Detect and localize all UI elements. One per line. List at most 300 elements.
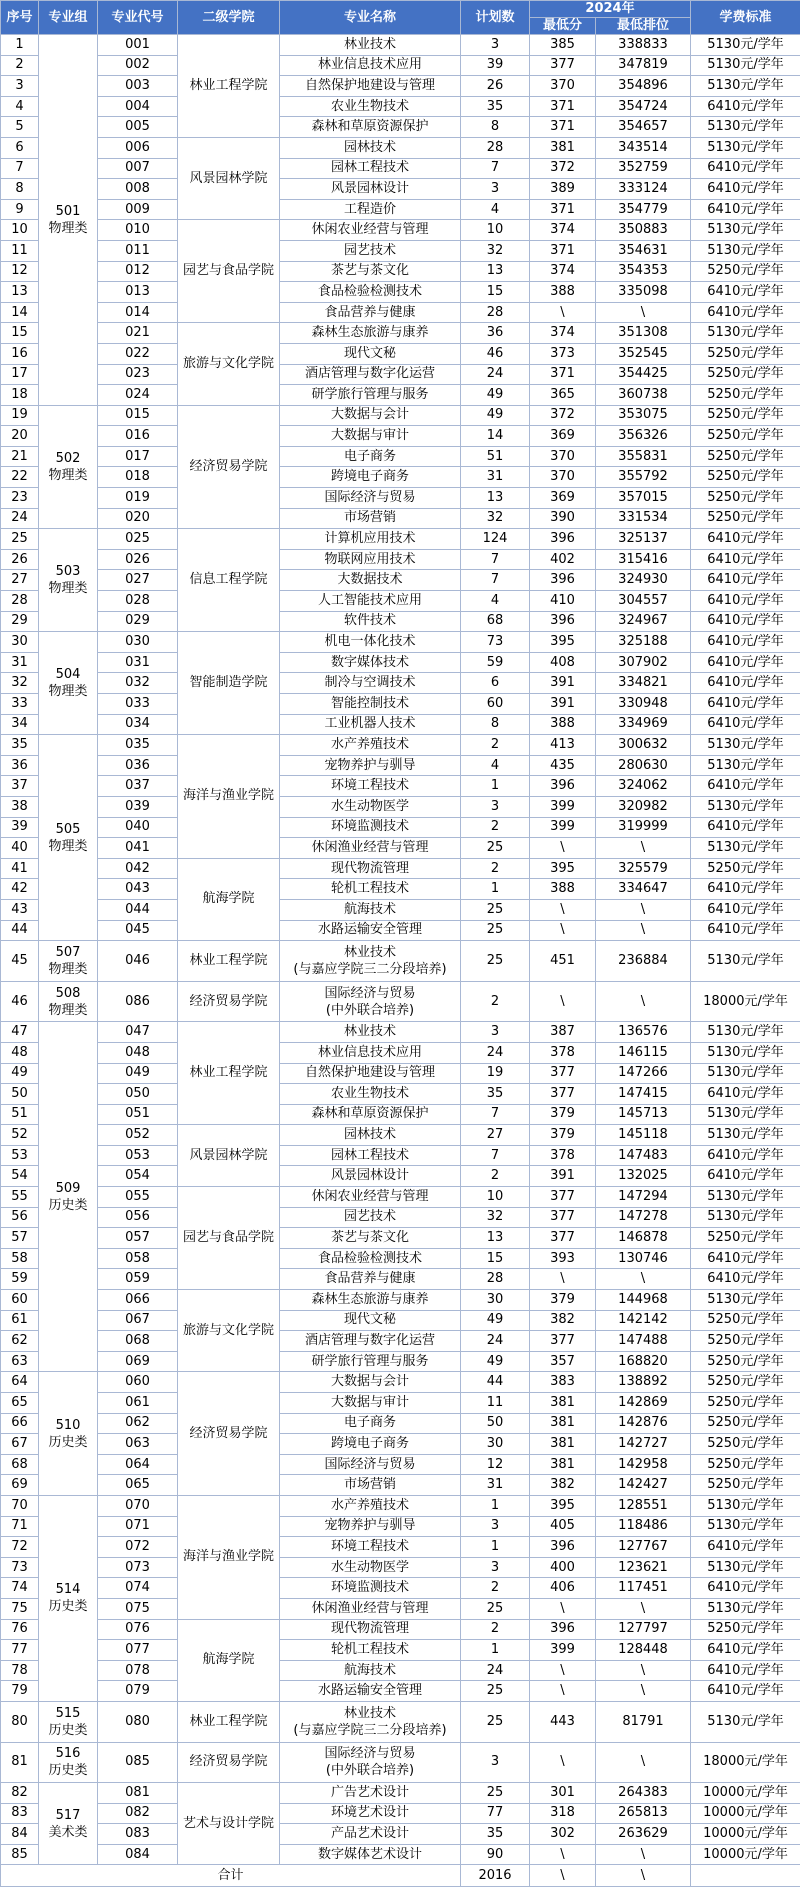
cell-group: 505 物理类 (39, 735, 98, 941)
cell-major: 研学旅行管理与服务 (280, 385, 461, 406)
cell-plan: 25 (461, 1598, 530, 1619)
header-plan: 计划数 (461, 1, 530, 35)
cell-major: 农业生物技术 (280, 1084, 461, 1105)
cell-group: 509 历史类 (39, 1022, 98, 1372)
cell-code: 042 (98, 858, 178, 879)
cell-major: 国际经济与贸易 (280, 488, 461, 509)
cell-plan: 28 (461, 137, 530, 158)
cell-seq: 48 (1, 1042, 39, 1063)
cell-fee: 6410元/学年 (691, 611, 800, 632)
table-row (1, 323, 800, 344)
cell-seq: 80 (1, 1701, 39, 1742)
cell-min-score: 381 (530, 1434, 596, 1455)
cell-min-rank: 118486 (596, 1516, 691, 1537)
table-row (1, 1516, 800, 1537)
cell-fee: 5250元/学年 (691, 446, 800, 467)
cell-major: 环境监测技术 (280, 1578, 461, 1599)
table-row (1, 591, 800, 612)
cell-code: 048 (98, 1042, 178, 1063)
cell-min-score: 405 (530, 1516, 596, 1537)
cell-major: 物联网应用技术 (280, 549, 461, 570)
total-label: 合计 (1, 1865, 461, 1887)
cell-min-rank: 351308 (596, 323, 691, 344)
cell-college: 林业工程学院 (178, 941, 280, 982)
cell-seq: 46 (1, 981, 39, 1022)
cell-plan: 3 (461, 796, 530, 817)
cell-code: 060 (98, 1372, 178, 1393)
cell-plan: 1 (461, 1640, 530, 1661)
cell-major: 园林技术 (280, 137, 461, 158)
table-row (1, 282, 800, 303)
cell-plan: 77 (461, 1803, 530, 1824)
cell-min-score: 443 (530, 1701, 596, 1742)
cell-plan: 50 (461, 1413, 530, 1434)
cell-min-rank: 315416 (596, 549, 691, 570)
cell-min-score: 372 (530, 405, 596, 426)
cell-min-rank: 354779 (596, 199, 691, 220)
cell-code: 073 (98, 1557, 178, 1578)
table-row (1, 570, 800, 591)
cell-code: 079 (98, 1681, 178, 1702)
cell-code: 013 (98, 282, 178, 303)
cell-major: 休闲农业经营与管理 (280, 1187, 461, 1208)
cell-major: 食品检验检测技术 (280, 1248, 461, 1269)
cell-seq: 38 (1, 796, 39, 817)
cell-seq: 27 (1, 570, 39, 591)
cell-plan: 24 (461, 1660, 530, 1681)
cell-major: 园林技术 (280, 1125, 461, 1146)
cell-plan: 10 (461, 220, 530, 241)
cell-plan: 28 (461, 1269, 530, 1290)
cell-min-rank: 130746 (596, 1248, 691, 1269)
cell-major: 食品检验检测技术 (280, 282, 461, 303)
cell-code: 033 (98, 694, 178, 715)
cell-seq: 54 (1, 1166, 39, 1187)
cell-seq: 78 (1, 1660, 39, 1681)
cell-min-score: 413 (530, 735, 596, 756)
cell-fee: 5250元/学年 (691, 1351, 800, 1372)
cell-plan: 44 (461, 1372, 530, 1393)
cell-plan: 1 (461, 1495, 530, 1516)
cell-group: 510 历史类 (39, 1372, 98, 1496)
cell-code: 061 (98, 1393, 178, 1414)
cell-plan: 19 (461, 1063, 530, 1084)
cell-min-rank: 142958 (596, 1454, 691, 1475)
cell-plan: 124 (461, 529, 530, 550)
cell-plan: 90 (461, 1844, 530, 1865)
cell-code: 044 (98, 899, 178, 920)
cell-college: 旅游与文化学院 (178, 323, 280, 405)
cell-code: 058 (98, 1248, 178, 1269)
cell-min-rank: 117451 (596, 1578, 691, 1599)
table-row (1, 838, 800, 859)
cell-plan: 26 (461, 76, 530, 97)
cell-min-score: 371 (530, 240, 596, 261)
cell-major: 林业技术 (280, 1022, 461, 1043)
cell-min-rank: 265813 (596, 1803, 691, 1824)
table-row (1, 1824, 800, 1845)
cell-code: 084 (98, 1844, 178, 1865)
cell-seq: 55 (1, 1187, 39, 1208)
cell-min-rank: 338833 (596, 35, 691, 56)
table-row (1, 1434, 800, 1455)
cell-min-score: 301 (530, 1783, 596, 1804)
cell-plan: 1 (461, 879, 530, 900)
table-row (1, 735, 800, 756)
cell-plan: 15 (461, 282, 530, 303)
cell-min-rank: 147294 (596, 1187, 691, 1208)
cell-min-score: 302 (530, 1824, 596, 1845)
cell-min-rank: \ (596, 838, 691, 859)
cell-fee: 5130元/学年 (691, 76, 800, 97)
cell-code: 046 (98, 941, 178, 982)
cell-min-rank: 335098 (596, 282, 691, 303)
cell-plan: 24 (461, 1042, 530, 1063)
cell-plan: 36 (461, 323, 530, 344)
cell-min-rank: 355792 (596, 467, 691, 488)
cell-college: 风景园林学院 (178, 1125, 280, 1187)
cell-min-score: 396 (530, 776, 596, 797)
cell-min-rank: \ (596, 1598, 691, 1619)
cell-min-rank: 325579 (596, 858, 691, 879)
cell-min-rank: 324062 (596, 776, 691, 797)
cell-group: 503 物理类 (39, 529, 98, 632)
cell-plan: 73 (461, 632, 530, 653)
table-row (1, 1701, 800, 1742)
table-row (1, 35, 800, 56)
cell-fee: 5130元/学年 (691, 796, 800, 817)
cell-major: 水产养殖技术 (280, 735, 461, 756)
cell-seq: 37 (1, 776, 39, 797)
cell-plan: 7 (461, 1104, 530, 1125)
cell-plan: 49 (461, 1351, 530, 1372)
cell-code: 076 (98, 1619, 178, 1640)
table-row (1, 1844, 800, 1865)
cell-code: 019 (98, 488, 178, 509)
cell-major: 航海技术 (280, 899, 461, 920)
cell-major: 大数据与审计 (280, 426, 461, 447)
cell-min-rank: 142876 (596, 1413, 691, 1434)
cell-code: 025 (98, 529, 178, 550)
cell-college: 园艺与食品学院 (178, 1187, 280, 1290)
cell-plan: 1 (461, 776, 530, 797)
table-row (1, 1803, 800, 1824)
cell-seq: 75 (1, 1598, 39, 1619)
cell-seq: 33 (1, 694, 39, 715)
cell-code: 028 (98, 591, 178, 612)
table-row (1, 1393, 800, 1414)
table-row (1, 714, 800, 735)
cell-plan: 32 (461, 1207, 530, 1228)
table-row (1, 467, 800, 488)
table-row (1, 1310, 800, 1331)
header-code: 专业代号 (98, 1, 178, 35)
table-row (1, 1454, 800, 1475)
cell-fee: 6410元/学年 (691, 673, 800, 694)
cell-plan: 39 (461, 55, 530, 76)
cell-min-score: 391 (530, 694, 596, 715)
cell-seq: 71 (1, 1516, 39, 1537)
cell-plan: 11 (461, 1393, 530, 1414)
cell-fee: 6410元/学年 (691, 96, 800, 117)
cell-fee: 5130元/学年 (691, 220, 800, 241)
cell-min-score: 369 (530, 426, 596, 447)
cell-fee: 6410元/学年 (691, 179, 800, 200)
table-row (1, 1742, 800, 1783)
table-row (1, 1640, 800, 1661)
cell-fee: 6410元/学年 (691, 570, 800, 591)
cell-min-score: 318 (530, 1803, 596, 1824)
cell-fee: 6410元/学年 (691, 1248, 800, 1269)
cell-min-score: 408 (530, 652, 596, 673)
cell-min-score: 377 (530, 1084, 596, 1105)
cell-fee: 5250元/学年 (691, 1413, 800, 1434)
cell-min-rank: 307902 (596, 652, 691, 673)
table-row (1, 488, 800, 509)
cell-group: 507 物理类 (39, 941, 98, 982)
cell-min-rank: 147278 (596, 1207, 691, 1228)
cell-seq: 10 (1, 220, 39, 241)
cell-fee: 6410元/学年 (691, 1145, 800, 1166)
cell-college: 信息工程学院 (178, 529, 280, 632)
cell-fee: 5130元/学年 (691, 1701, 800, 1742)
cell-plan: 13 (461, 1228, 530, 1249)
cell-min-score: 365 (530, 385, 596, 406)
cell-min-score: \ (530, 1269, 596, 1290)
cell-major: 电子商务 (280, 1413, 461, 1434)
cell-fee: 5130元/学年 (691, 35, 800, 56)
cell-major: 茶艺与茶文化 (280, 1228, 461, 1249)
cell-min-score: 395 (530, 858, 596, 879)
cell-seq: 65 (1, 1393, 39, 1414)
cell-code: 051 (98, 1104, 178, 1125)
cell-min-score: 391 (530, 673, 596, 694)
cell-plan: 30 (461, 1434, 530, 1455)
cell-major: 国际经济与贸易 (280, 1454, 461, 1475)
table-row (1, 1372, 800, 1393)
cell-college: 林业工程学院 (178, 35, 280, 138)
cell-plan: 6 (461, 673, 530, 694)
cell-min-rank: 280630 (596, 755, 691, 776)
cell-code: 056 (98, 1207, 178, 1228)
cell-min-rank: 354631 (596, 240, 691, 261)
table-row (1, 776, 800, 797)
cell-plan: 3 (461, 1516, 530, 1537)
cell-fee: 5250元/学年 (691, 508, 800, 529)
cell-plan: 59 (461, 652, 530, 673)
cell-min-rank: 333124 (596, 179, 691, 200)
cell-code: 074 (98, 1578, 178, 1599)
cell-min-score: 378 (530, 1042, 596, 1063)
cell-min-score: 389 (530, 179, 596, 200)
cell-min-score: 371 (530, 117, 596, 138)
cell-fee: 5250元/学年 (691, 488, 800, 509)
cell-plan: 3 (461, 1557, 530, 1578)
cell-min-rank: 324930 (596, 570, 691, 591)
cell-major: 园艺技术 (280, 240, 461, 261)
cell-fee: 5130元/学年 (691, 1495, 800, 1516)
cell-fee: 5130元/学年 (691, 240, 800, 261)
table-row (1, 1783, 800, 1804)
cell-min-rank: 127767 (596, 1537, 691, 1558)
cell-major: 数字媒体艺术设计 (280, 1844, 461, 1865)
table-row (1, 920, 800, 941)
cell-major: 林业技术 (280, 35, 461, 56)
cell-fee: 5130元/学年 (691, 1063, 800, 1084)
cell-major: 农业生物技术 (280, 96, 461, 117)
cell-major: 休闲渔业经营与管理 (280, 838, 461, 859)
cell-major: 园林工程技术 (280, 158, 461, 179)
cell-plan: 60 (461, 694, 530, 715)
cell-seq: 22 (1, 467, 39, 488)
cell-min-rank: 146115 (596, 1042, 691, 1063)
table-row (1, 261, 800, 282)
cell-major: 水生动物医学 (280, 796, 461, 817)
cell-major: 研学旅行管理与服务 (280, 1351, 461, 1372)
cell-code: 065 (98, 1475, 178, 1496)
table-row (1, 158, 800, 179)
cell-major: 现代文秘 (280, 343, 461, 364)
cell-seq: 19 (1, 405, 39, 426)
table-row (1, 1598, 800, 1619)
cell-fee: 6410元/学年 (691, 714, 800, 735)
cell-code: 015 (98, 405, 178, 426)
cell-seq: 26 (1, 549, 39, 570)
cell-min-rank: \ (596, 302, 691, 323)
cell-min-score: 379 (530, 1290, 596, 1311)
cell-min-rank: 352759 (596, 158, 691, 179)
table-row (1, 137, 800, 158)
cell-min-score: 374 (530, 220, 596, 241)
cell-college: 风景园林学院 (178, 137, 280, 219)
cell-major: 轮机工程技术 (280, 1640, 461, 1661)
cell-fee: 5130元/学年 (691, 838, 800, 859)
cell-major: 林业信息技术应用 (280, 55, 461, 76)
cell-min-rank: 354353 (596, 261, 691, 282)
cell-code: 049 (98, 1063, 178, 1084)
cell-code: 016 (98, 426, 178, 447)
cell-min-score: 395 (530, 1495, 596, 1516)
cell-major: 园林工程技术 (280, 1145, 461, 1166)
cell-fee: 5250元/学年 (691, 426, 800, 447)
cell-code: 045 (98, 920, 178, 941)
cell-plan: 49 (461, 405, 530, 426)
cell-plan: 30 (461, 1290, 530, 1311)
table-row (1, 673, 800, 694)
cell-fee: 5130元/学年 (691, 755, 800, 776)
cell-fee: 5250元/学年 (691, 1454, 800, 1475)
table-row (1, 1495, 800, 1516)
cell-min-score: 371 (530, 364, 596, 385)
cell-major: 水路运输安全管理 (280, 1681, 461, 1702)
cell-min-score: 382 (530, 1475, 596, 1496)
cell-major: 国际经济与贸易 (中外联合培养) (280, 1742, 461, 1783)
cell-code: 075 (98, 1598, 178, 1619)
cell-seq: 12 (1, 261, 39, 282)
cell-code: 039 (98, 796, 178, 817)
cell-code: 057 (98, 1228, 178, 1249)
cell-min-rank: 144968 (596, 1290, 691, 1311)
cell-code: 007 (98, 158, 178, 179)
cell-min-rank: 353075 (596, 405, 691, 426)
cell-major: 跨境电子商务 (280, 467, 461, 488)
cell-min-score: 396 (530, 570, 596, 591)
cell-seq: 9 (1, 199, 39, 220)
cell-min-rank: 142142 (596, 1310, 691, 1331)
cell-fee: 6410元/学年 (691, 920, 800, 941)
cell-plan: 7 (461, 570, 530, 591)
cell-fee: 5130元/学年 (691, 1042, 800, 1063)
cell-major: 轮机工程技术 (280, 879, 461, 900)
cell-plan: 14 (461, 426, 530, 447)
cell-seq: 15 (1, 323, 39, 344)
cell-seq: 85 (1, 1844, 39, 1865)
cell-seq: 61 (1, 1310, 39, 1331)
cell-min-rank: 350883 (596, 220, 691, 241)
cell-min-rank: 304557 (596, 591, 691, 612)
cell-seq: 7 (1, 158, 39, 179)
cell-min-score: 451 (530, 941, 596, 982)
cell-plan: 31 (461, 1475, 530, 1496)
cell-min-score: 371 (530, 199, 596, 220)
cell-group: 504 物理类 (39, 632, 98, 735)
table-row (1, 611, 800, 632)
cell-major: 水路运输安全管理 (280, 920, 461, 941)
cell-min-score: 357 (530, 1351, 596, 1372)
cell-min-rank: 319999 (596, 817, 691, 838)
cell-fee: 5250元/学年 (691, 261, 800, 282)
table-row (1, 1413, 800, 1434)
cell-code: 008 (98, 179, 178, 200)
cell-min-score: \ (530, 302, 596, 323)
cell-code: 020 (98, 508, 178, 529)
header-seq: 序号 (1, 1, 39, 35)
cell-min-score: 377 (530, 55, 596, 76)
cell-college: 园艺与食品学院 (178, 220, 280, 323)
table-row (1, 385, 800, 406)
cell-major: 食品营养与健康 (280, 302, 461, 323)
cell-min-rank: 146878 (596, 1228, 691, 1249)
cell-code: 021 (98, 323, 178, 344)
cell-major: 跨境电子商务 (280, 1434, 461, 1455)
cell-seq: 23 (1, 488, 39, 509)
cell-code: 036 (98, 755, 178, 776)
cell-plan: 1 (461, 1537, 530, 1558)
cell-code: 053 (98, 1145, 178, 1166)
cell-plan: 24 (461, 1331, 530, 1352)
cell-seq: 63 (1, 1351, 39, 1372)
cell-min-score: \ (530, 1598, 596, 1619)
cell-code: 012 (98, 261, 178, 282)
cell-plan: 51 (461, 446, 530, 467)
cell-seq: 5 (1, 117, 39, 138)
cell-fee: 5250元/学年 (691, 1331, 800, 1352)
cell-major: 航海技术 (280, 1660, 461, 1681)
cell-code: 022 (98, 343, 178, 364)
cell-min-rank: 168820 (596, 1351, 691, 1372)
cell-fee: 5250元/学年 (691, 1475, 800, 1496)
cell-seq: 41 (1, 858, 39, 879)
cell-seq: 25 (1, 529, 39, 550)
cell-min-score: 378 (530, 1145, 596, 1166)
header-fee: 学费标准 (691, 1, 800, 35)
cell-fee: 18000元/学年 (691, 981, 800, 1022)
cell-major: 水产养殖技术 (280, 1495, 461, 1516)
cell-min-score: 381 (530, 1413, 596, 1434)
cell-min-rank: 123621 (596, 1557, 691, 1578)
cell-college: 经济贸易学院 (178, 1372, 280, 1496)
cell-min-score: 388 (530, 282, 596, 303)
